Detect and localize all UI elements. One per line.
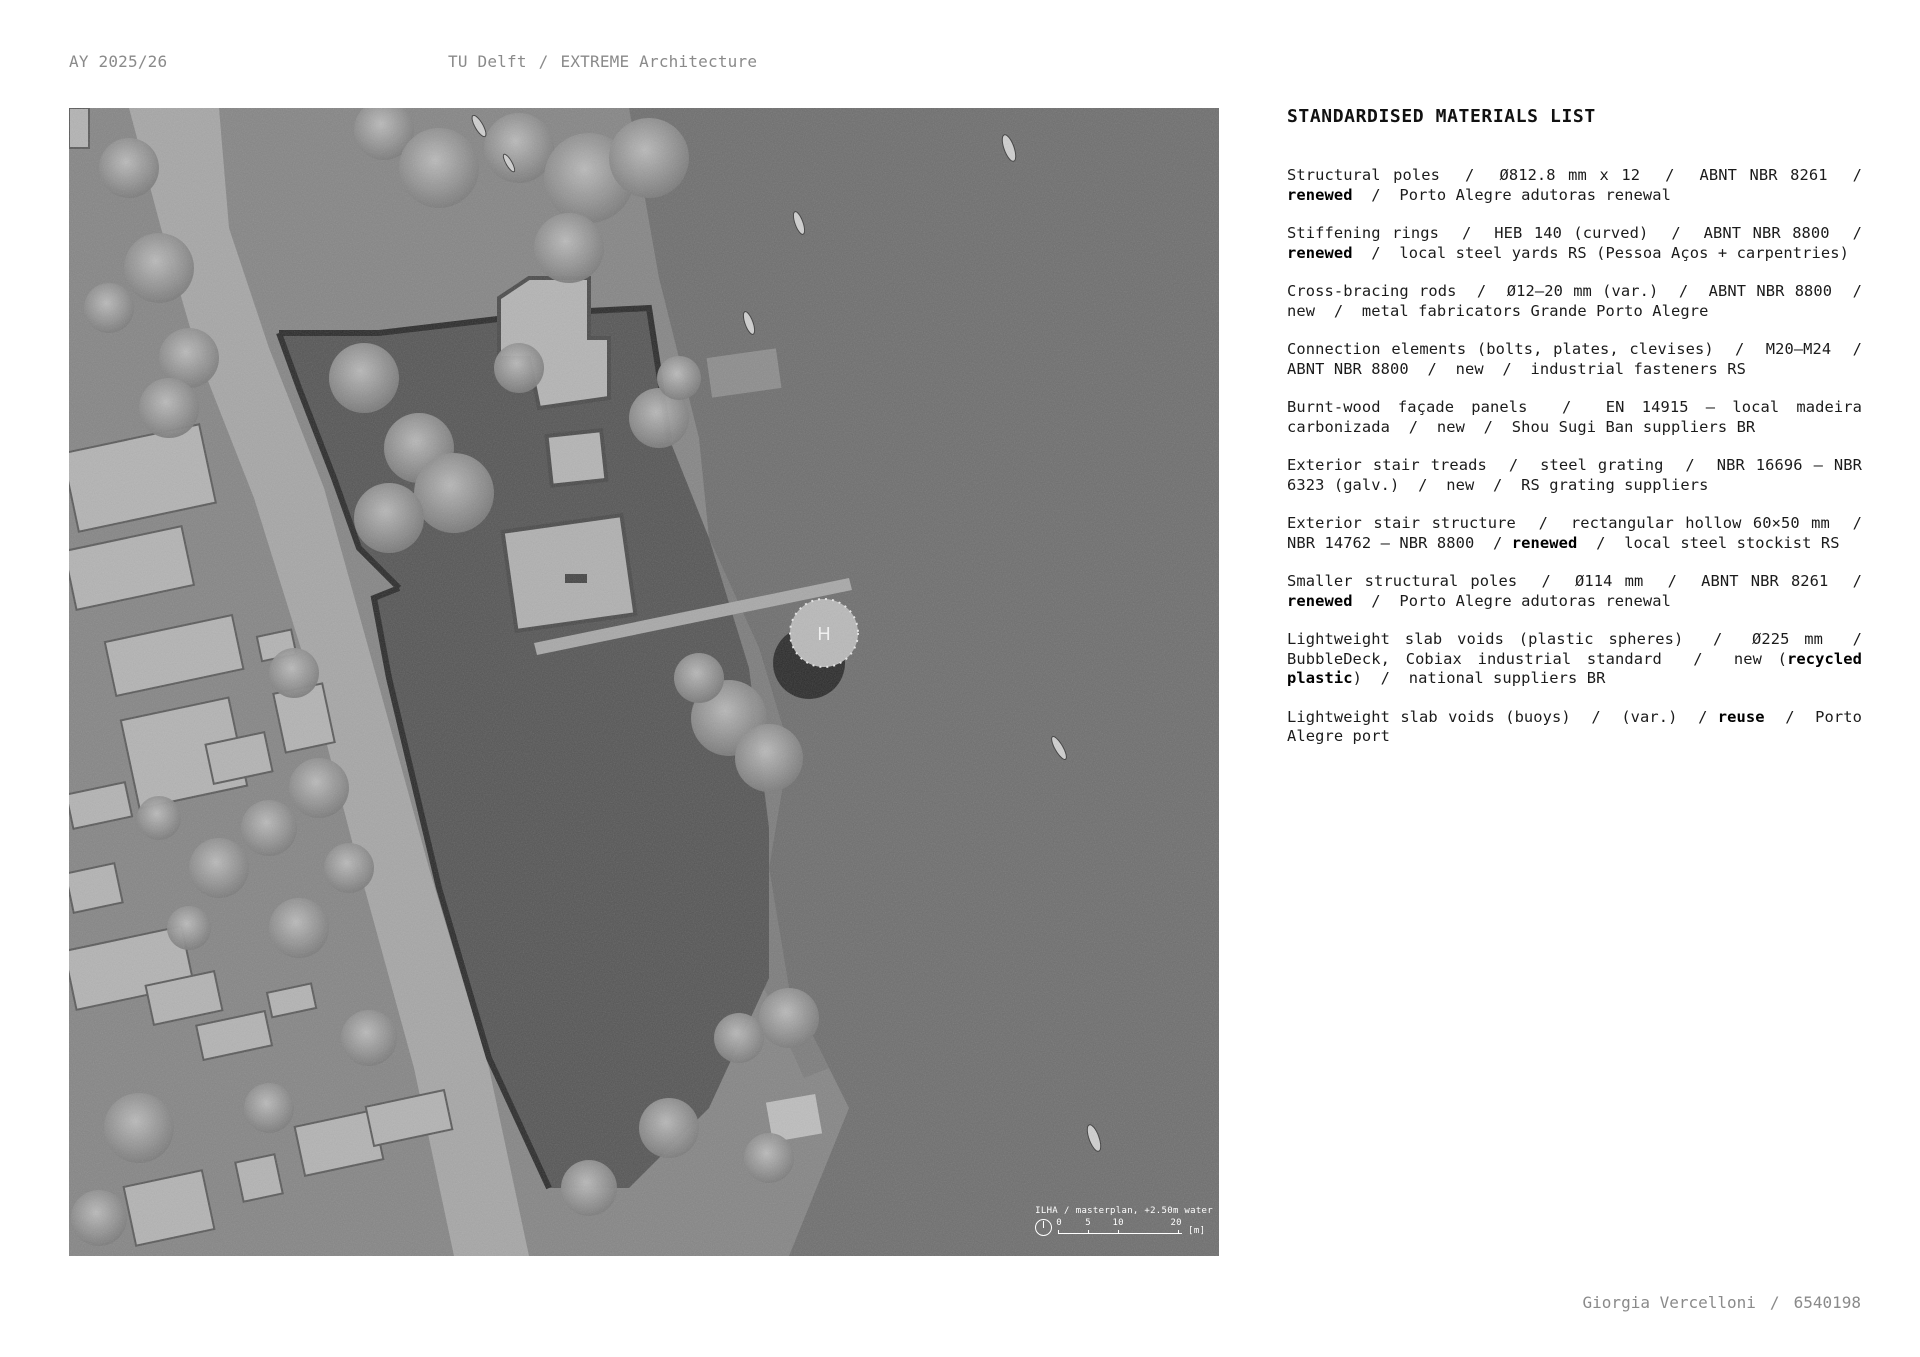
materials-list bbox=[1287, 166, 1881, 766]
material-text: / Porto Alegre adutoras renewal bbox=[1352, 591, 1672, 610]
scale-bar bbox=[1058, 1218, 1182, 1236]
material-text: / Porto Alegre port bbox=[1287, 707, 1872, 745]
material-item bbox=[1287, 398, 1872, 437]
scale-label-5: 5 bbox=[1085, 1218, 1092, 1228]
material-status: recycled plastic bbox=[1287, 649, 1872, 687]
north-arrow-icon bbox=[1035, 1219, 1052, 1236]
material-text: Lightweight slab voids (plastic spheres) / Ø225 mm / BubbleDeck, Cobiax industrial standard / new ( bbox=[1287, 630, 1872, 668]
material-status: reuse bbox=[1717, 707, 1765, 726]
material-text: Smaller structural poles / Ø114 mm / ABNT NBR 8261 / bbox=[1287, 572, 1872, 590]
academic-year: AY 2025/26 bbox=[69, 52, 168, 71]
material-text: Structural poles / Ø812.8 mm x 12 / ABNT NBR 8261 / bbox=[1287, 166, 1872, 184]
material-text: Stiffening rings / HEB 140 (curved) / ABNT NBR 8800 / bbox=[1287, 224, 1872, 242]
material-status: renewed bbox=[1287, 243, 1353, 262]
material-item bbox=[1287, 707, 1872, 747]
material-item bbox=[1287, 456, 1872, 495]
school-name: TU Delft bbox=[448, 52, 527, 71]
material-text: / Porto Alegre adutoras renewal bbox=[1352, 185, 1672, 204]
legend-name: ILHA bbox=[1035, 1206, 1059, 1216]
material-item bbox=[1287, 514, 1881, 553]
material-item bbox=[1287, 224, 1872, 263]
student-id: 6540198 bbox=[1793, 1293, 1861, 1312]
studio-name: EXTREME Architecture bbox=[560, 52, 758, 71]
map-legend bbox=[1035, 1206, 1213, 1236]
materials-title: STANDARDISED MATERIALS LIST bbox=[1287, 106, 1596, 127]
material-text: / local steel stockist RS bbox=[1577, 533, 1840, 552]
footer-separator: / bbox=[1769, 1293, 1780, 1312]
material-text: Cross-bracing rods / Ø12–20 mm (var.) / ABNT NBR 8800 / new / metal fabricators Grande Porto Alegre bbox=[1287, 282, 1881, 320]
scale-label-20: 20 bbox=[1170, 1218, 1182, 1228]
scale-label-10: 10 bbox=[1112, 1218, 1124, 1228]
material-text: / local steel yards RS (Pessoa Aços + carpentries) bbox=[1352, 243, 1849, 262]
material-item bbox=[1287, 166, 1872, 205]
material-item bbox=[1287, 282, 1881, 321]
masterplan-map bbox=[69, 108, 1219, 1256]
material-text: ) / national suppliers BR bbox=[1352, 669, 1606, 687]
legend-separator: / bbox=[1064, 1206, 1070, 1216]
material-text: Connection elements (bolts, plates, clevises) / M20–M24 / ABNT NBR 8800 / new / industrial fasteners RS bbox=[1287, 340, 1881, 378]
scale-unit: [m] bbox=[1188, 1226, 1206, 1236]
material-text: Burnt-wood façade panels / EN 14915 – local madeira carbonizada / new / Shou Sugi Ban suppliers BR bbox=[1287, 398, 1872, 436]
scale-label-0: 0 bbox=[1056, 1218, 1063, 1228]
footer-author bbox=[1583, 1293, 1861, 1312]
author-name: Giorgia Vercelloni bbox=[1582, 1293, 1756, 1312]
material-text: Exterior stair structure / rectangular hollow 60×50 mm / NBR 14762 – NBR 8800 / bbox=[1287, 514, 1881, 552]
material-text: Lightweight slab voids (buoys) / (var.) / bbox=[1287, 707, 1718, 726]
material-status: renewed bbox=[1511, 533, 1578, 552]
header-separator: / bbox=[538, 52, 549, 71]
header-institution bbox=[448, 52, 757, 71]
helipad-letter: H bbox=[817, 624, 831, 644]
material-text: Exterior stair treads / steel grating / NBR 16696 – NBR 6323 (galv.) / new / RS grating suppliers bbox=[1287, 456, 1872, 494]
material-item bbox=[1287, 340, 1881, 379]
material-item bbox=[1287, 630, 1872, 689]
material-status: renewed bbox=[1287, 185, 1353, 204]
masterplan-drawing bbox=[69, 108, 1219, 1256]
material-status: renewed bbox=[1287, 591, 1353, 610]
material-item bbox=[1287, 572, 1872, 611]
legend-description: masterplan, +2.50m water bbox=[1075, 1206, 1213, 1216]
